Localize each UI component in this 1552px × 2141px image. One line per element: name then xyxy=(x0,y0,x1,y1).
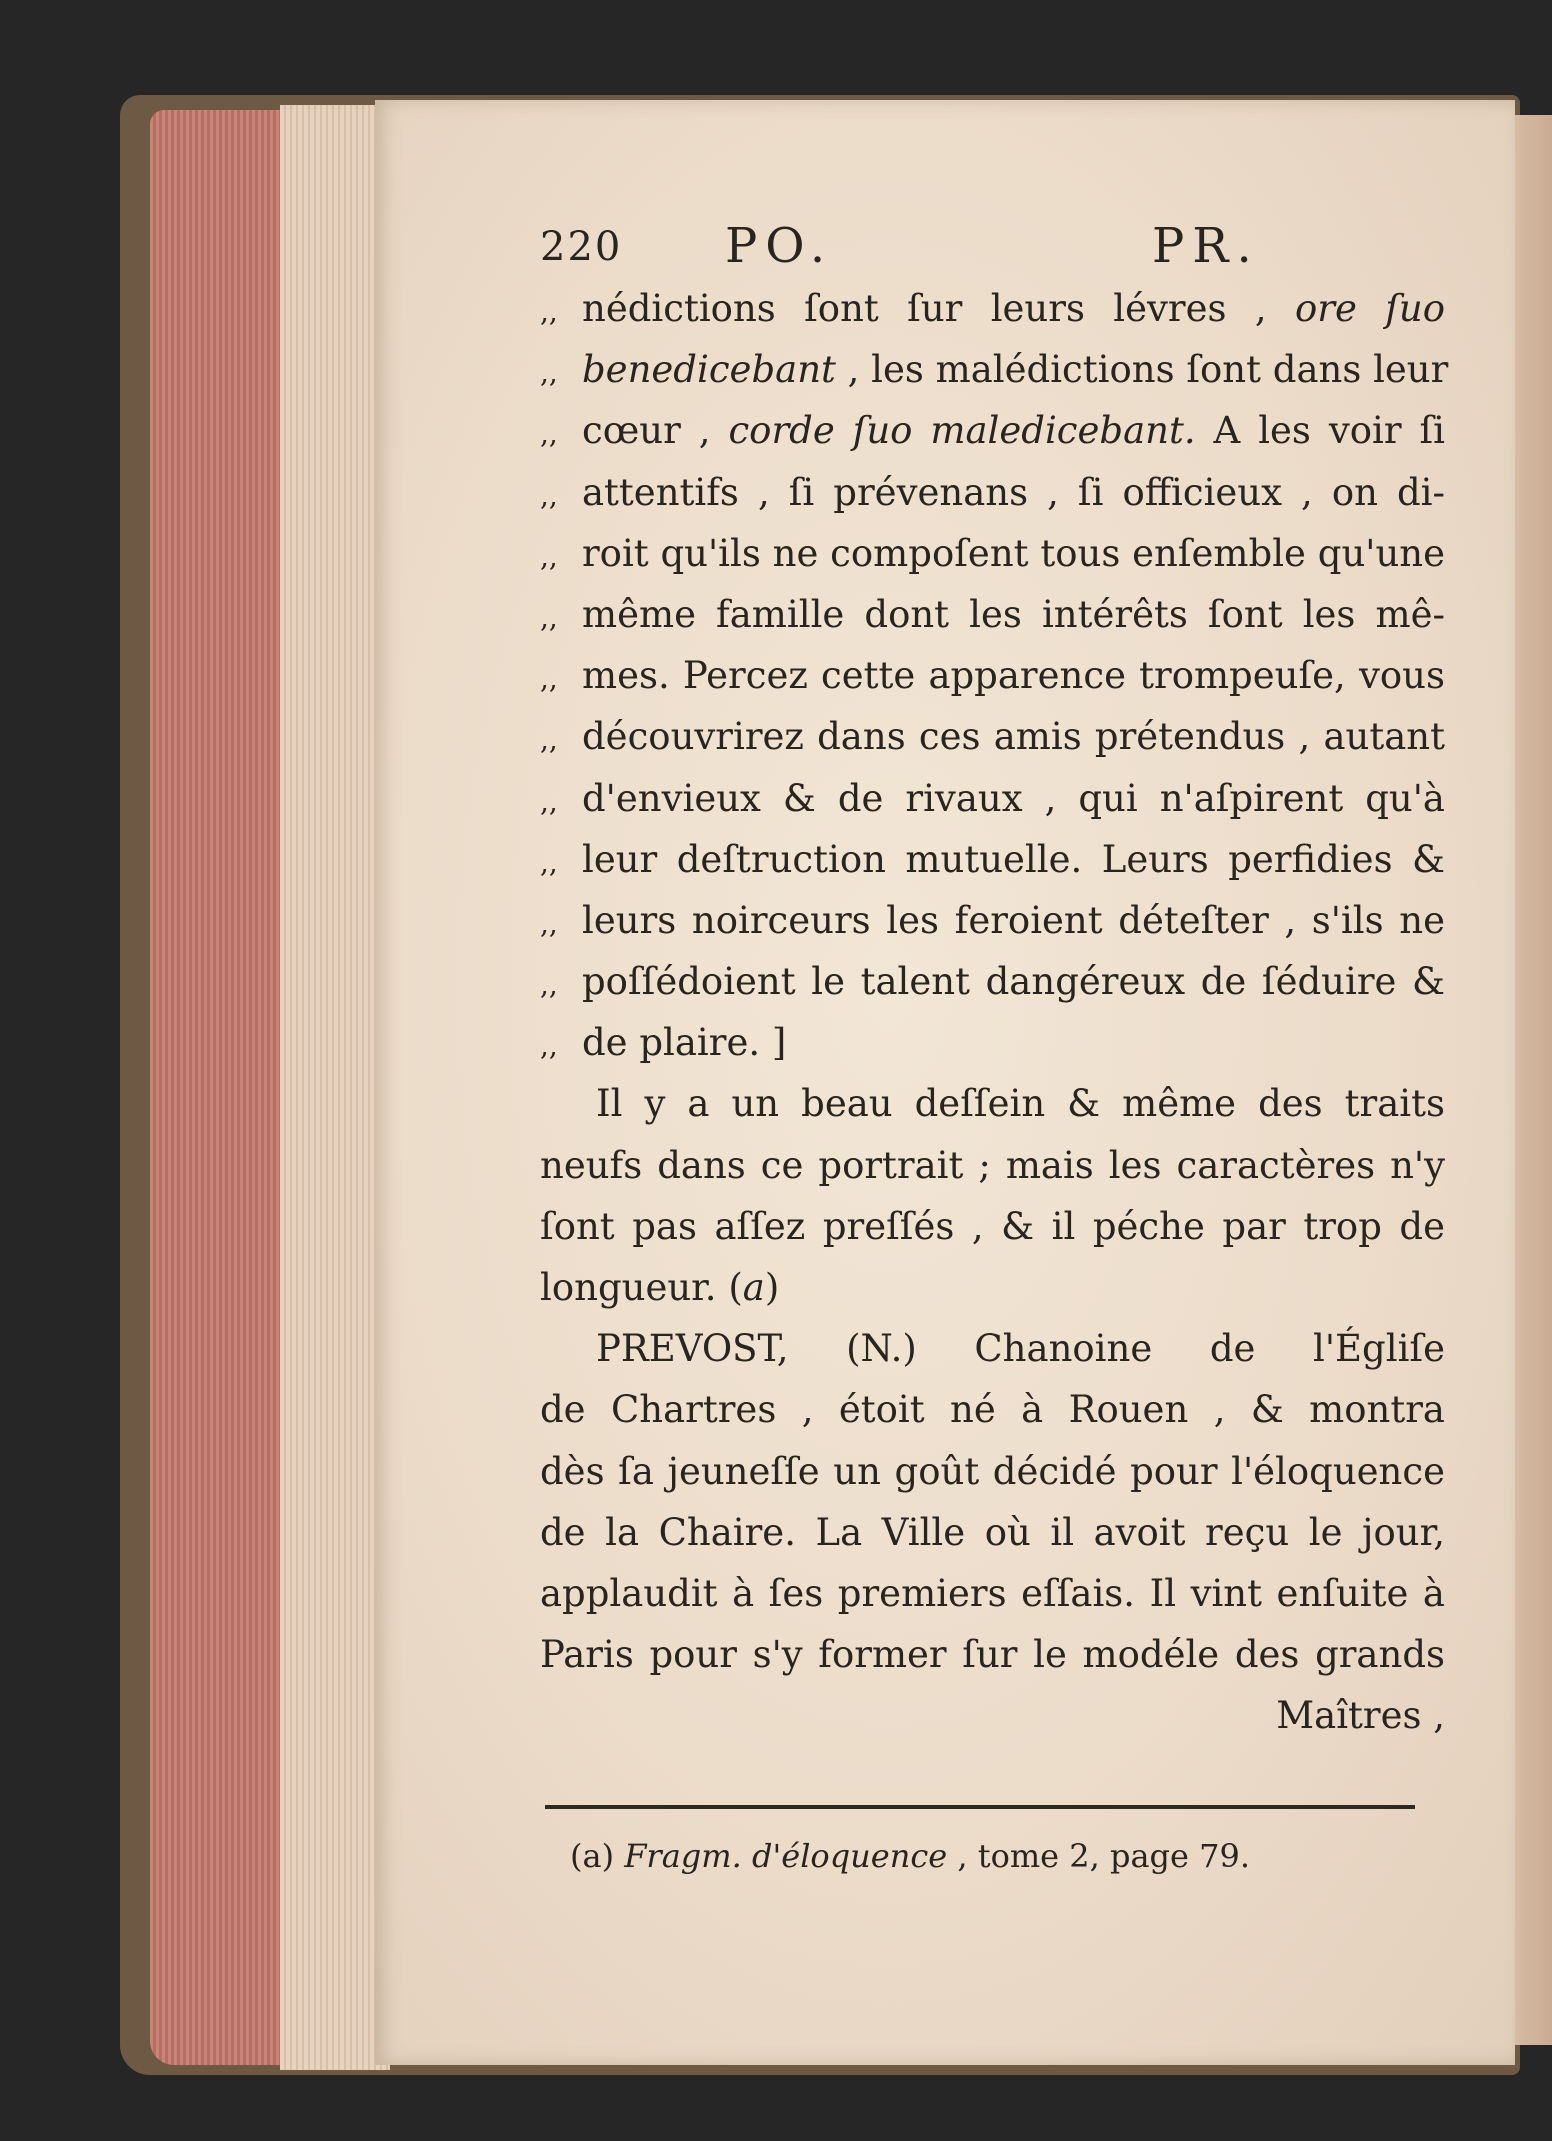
text-fragment: applaudit à ſes premiers eſſais. Il vint enſuite à xyxy=(540,1571,1445,1615)
text-line xyxy=(540,523,1445,584)
quote-mark: ,, xyxy=(540,906,558,940)
text-line xyxy=(540,1685,1445,1746)
text-fragment: a xyxy=(742,1266,765,1309)
footnote-title: Fragm. d'éloquence xyxy=(624,1837,948,1875)
text-fragment: ſont pas aſſez preſſés , & il péche par trop de xyxy=(540,1204,1445,1248)
text-fragment: , les malédictions ſont dans leur xyxy=(835,348,1449,392)
footnote xyxy=(570,1837,1250,1875)
text-fragment: neufs dans ce portrait ; mais les caractères n'y xyxy=(540,1143,1445,1187)
text-fragment: Maîtres , xyxy=(1276,1694,1445,1738)
header-right-letters: PR. xyxy=(1152,218,1260,274)
text-fragment: longueur. ( xyxy=(540,1266,743,1309)
text-fragment: attentifs , ſi prévenans , ſi officieux , on di- xyxy=(582,470,1445,514)
quote-mark: ,, xyxy=(540,356,558,390)
text-line xyxy=(540,1073,1445,1134)
text-fragment: leur deſtruction mutuelle. Leurs perfidies & xyxy=(582,837,1445,881)
page-text xyxy=(540,218,1449,1747)
quote-mark: ,, xyxy=(540,723,558,757)
quote-mark: ,, xyxy=(540,478,558,512)
text-fragment: benedicebant xyxy=(582,348,836,392)
text-fragment: roit qu'ils ne compoſent tous enſemble qu'une xyxy=(582,531,1445,575)
running-header xyxy=(540,218,1445,278)
text-line xyxy=(540,1135,1445,1196)
text-line xyxy=(540,706,1445,767)
text-line xyxy=(540,584,1445,645)
text-fragment: nédictions ſont ſur leurs lévres , xyxy=(582,287,1295,330)
text-line xyxy=(540,462,1445,523)
facing-page-edge xyxy=(1512,115,1552,2045)
text-line xyxy=(540,339,1449,400)
text-line xyxy=(540,278,1445,339)
text-fragment: Paris pour s'y former ſur le modéle des grands xyxy=(540,1633,1445,1677)
quote-mark: ,, xyxy=(540,600,558,634)
text-line xyxy=(540,1318,1445,1379)
quote-mark: ,, xyxy=(540,539,558,573)
footnote-rest: , tome 2, page 79. xyxy=(957,1837,1251,1875)
page-stack xyxy=(280,105,390,2070)
text-line xyxy=(540,1196,1445,1257)
quote-mark: ,, xyxy=(540,295,558,328)
text-fragment: d'envieux & de rivaux , qui n'aſpirent qu'à xyxy=(582,776,1445,820)
footnote-mark: (a) xyxy=(570,1837,615,1875)
text-fragment: ) xyxy=(764,1266,780,1309)
text-fragment: même famille dont les intérêts ſont les mê- xyxy=(582,592,1445,636)
text-fragment: de plaire. ] xyxy=(582,1021,787,1065)
text-fragment: A les voir ſi xyxy=(1195,409,1445,453)
text-fragment: leurs noirceurs les feroient déteſter , s'ils ne xyxy=(582,898,1445,942)
text-line xyxy=(540,1502,1445,1563)
text-line xyxy=(540,951,1445,1012)
text-line xyxy=(540,829,1445,890)
text-line xyxy=(540,400,1445,461)
text-line xyxy=(540,1379,1445,1440)
text-line xyxy=(540,1624,1445,1685)
text-line xyxy=(540,890,1445,951)
page-number: 220 xyxy=(540,224,623,270)
quote-mark: ,, xyxy=(540,784,558,818)
text-fragment: Il y a un beau deſſein & même des traits xyxy=(596,1082,1445,1126)
text-fragment: de Chartres , étoit né à Rouen , & montra xyxy=(540,1388,1445,1432)
footnote-rule xyxy=(545,1805,1415,1809)
quote-mark: ,, xyxy=(540,845,558,879)
text-line xyxy=(540,1012,1445,1073)
text-fragment: ore ſuo xyxy=(1294,287,1445,330)
text-fragment: PREVOST, (N.) Chanoine de l'Égliſe xyxy=(596,1327,1445,1371)
text-line xyxy=(540,768,1445,829)
text-line xyxy=(540,1563,1445,1624)
quote-mark: ,, xyxy=(540,662,558,696)
quote-mark: ,, xyxy=(540,417,558,451)
text-line xyxy=(540,1441,1445,1502)
text-line xyxy=(540,645,1445,706)
text-fragment: corde ſuo maledicebant. xyxy=(728,409,1196,453)
text-fragment: poſſédoient le talent dangéreux de ſéduire & xyxy=(582,960,1445,1004)
text-fragment: mes. Percez cette apparence trompeuſe, vous xyxy=(582,654,1445,698)
body-text xyxy=(540,278,1449,1747)
text-fragment: dès ſa jeuneſſe un goût décidé pour l'éloquence xyxy=(540,1449,1445,1493)
header-left-letters: PO. xyxy=(725,218,834,274)
text-line xyxy=(540,1257,1445,1318)
quote-mark: ,, xyxy=(540,968,558,1002)
text-fragment: de la Chaire. La Ville où il avoit reçu le jour, xyxy=(540,1510,1445,1554)
quote-mark: ,, xyxy=(540,1029,558,1063)
text-fragment: découvrirez dans ces amis prétendus , autant xyxy=(582,715,1445,759)
text-fragment: cœur , xyxy=(582,409,729,453)
